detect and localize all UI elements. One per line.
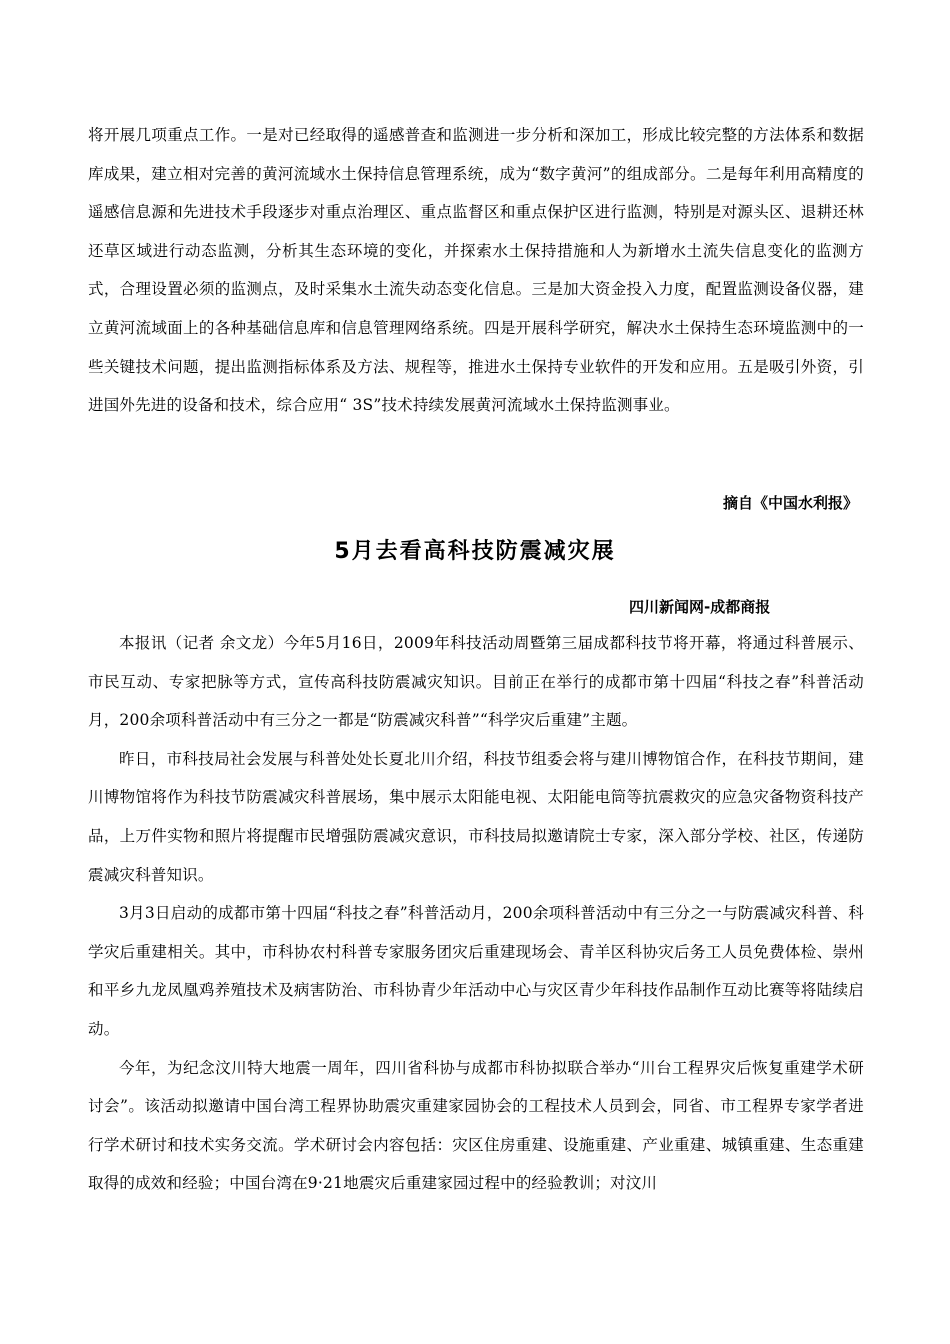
article-body xyxy=(88,624,864,1203)
article-title: 5月去看高科技防震减灾展 xyxy=(334,539,616,564)
top-section xyxy=(88,116,864,425)
article-byline: 四川新闻网-成都商报 xyxy=(629,598,771,616)
article-paragraph: 本报讯（记者 余文龙）今年5月16日，2009年科技活动周暨第三届成都科技节将开幕，将通过科普展示、市民互动、专家把脉等方式，宣传高科技防震减灾知识。目前正在举行的成都市第十四届“科技之春”科普活动月，200余项科普活动中有三分之一都是“防震减灾科普”“科学灾后重建”主题。 xyxy=(88,634,864,730)
article-paragraph: 今年，为纪念汶川特大地震一周年，四川省科协与成都市科协拟联合举办“川台工程界灾后恢复重建学术研讨会”。该活动拟邀请中国台湾工程界协助震灾重建家园协会的工程技术人员到会，同省、市工程界专家学者进行学术研讨和技术实务交流。学术研讨会内容包括：灾区住房重建、设施重建、产业重建、城镇重建、生态重建取得的成效和经验；中国台湾在9·21地震灾后重建家园过程中的经验教训；对汶川 xyxy=(88,1058,864,1193)
article-paragraph: 3月3日启动的成都市第十四届“科技之春”科普活动月，200余项科普活动中有三分之一与防震减灾科普、科学灾后重建相关。其中，市科协农村科普专家服务团灾后重建现场会、青羊区科协灾后务工人员免费体检、崇州和平乡九龙凤凰鸡养殖技术及病害防治、市科协青少年活动中心与灾区青少年科技作品制作互动比赛等将陆续启动。 xyxy=(88,904,864,1038)
top-paragraph: 将开展几项重点工作。一是对已经取得的遥感普查和监测进一步分析和深加工，形成比较完整的方法体系和数据库成果，建立相对完善的黄河流域水土保持信息管理系统，成为“数字黄河”的组成部分。二是每年利用高精度的遥感信息源和先进技术手段逐步对重点治理区、重点监督区和重点保护区进行监测，特别是对源头区、退耕还林还草区域进行动态监测，分析其生态环境的变化，并探索水土保持措施和人为新增水土流失信息变化的监测方式，合理设置必须的监测点，及时采集水土流失动态变化信息。三是加大资金投入力度，配置监测设备仪器，建立黄河流域面上的各种基础信息库和信息管理网络系统。四是开展科学研究，解决水土保持生态环境监测中的一些关键技术问题，提出监测指标体系及方法、规程等，推进水土保持专业软件的开发和应用。五是吸引外资，引进国外先进的设备和技术，综合应用“ 3S”技术持续发展黄河流域水土保持监测事业。 xyxy=(88,126,864,415)
article-paragraph: 昨日，市科技局社会发展与科普处处长夏北川介绍，科技节组委会将与建川博物馆合作，在科技节期间，建川博物馆将作为科技节防震减灾科普展场，集中展示太阳能电视、太阳能电筒等抗震救灾的应急灾备物资科技产品，上万件实物和照片将提醒市民增强防震减灾意识，市科技局拟邀请院士专家，深入部分学校、社区，传递防震减灾科普知识。 xyxy=(88,749,864,884)
source-note: 摘自《中国水利报》 xyxy=(722,494,858,512)
